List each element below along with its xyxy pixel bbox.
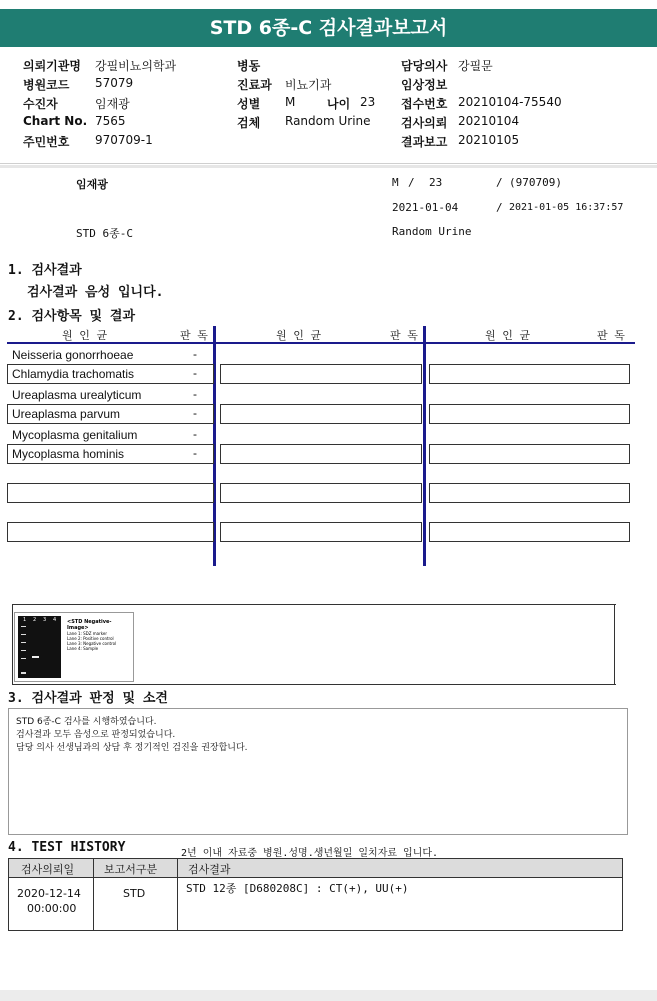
summary-slash-3: /	[496, 201, 503, 214]
table-row	[7, 385, 214, 405]
gel-frame-top	[12, 604, 616, 605]
pathogen-name: Chlamydia trachomatis	[12, 367, 135, 381]
col-header-pathogen-1: 원 인 균	[62, 329, 108, 342]
col-header-result-2: 판 독	[390, 329, 418, 342]
table-row-empty	[7, 483, 214, 503]
header-row-hospital-code	[23, 76, 233, 95]
dept-label: 진료과	[237, 78, 272, 92]
summary-slash-2: /	[496, 176, 503, 189]
table-row-empty	[220, 522, 422, 542]
gel-legend-item: Lane 3: Negative control	[67, 641, 117, 646]
header-row-ward	[237, 57, 397, 76]
doctor-value: 강필문	[458, 59, 493, 73]
section3-heading: 3. 검사결과 판정 및 소견	[8, 691, 168, 706]
gel-band	[21, 650, 26, 651]
section1-heading: 1. 검사결과	[8, 263, 82, 278]
header-row-patient	[23, 95, 233, 114]
resident-no-label: 주민번호	[23, 135, 70, 149]
report-title: STD 6종-C 검사결과보고서	[0, 9, 657, 47]
gel-frame-left	[12, 604, 13, 685]
chart-no-label: Chart No.	[23, 114, 88, 128]
comment-line: 담당 의사 선생님과의 상담 후 정기적인 검진을 권장합니다.	[16, 743, 248, 753]
specimen-value: Random Urine	[285, 114, 371, 128]
sex-label: 성별	[237, 97, 261, 111]
gel-frame-bottom	[12, 684, 616, 685]
summary-name: 임재광	[76, 178, 108, 191]
page-footer-band	[0, 990, 657, 1001]
gel-band	[21, 642, 26, 643]
header-row-resident-no	[23, 133, 233, 152]
hospital-code-label: 병원코드	[23, 78, 70, 92]
header-row-clinical-info	[401, 76, 631, 95]
history-col-divider	[93, 859, 94, 930]
history-time: 00:00:00	[27, 902, 77, 915]
lane-label: 3	[43, 617, 47, 623]
pathogen-result: -	[193, 347, 197, 361]
header-row-doctor	[401, 57, 631, 76]
institution-label: 의뢰기관명	[23, 59, 81, 73]
report-date-label: 결과보고	[401, 135, 448, 149]
col-header-result-3: 판 독	[597, 329, 625, 342]
col-header-pathogen-3: 원 인 균	[485, 329, 531, 342]
history-col-type: 보고서구분	[104, 863, 158, 876]
request-date-label: 검사의뢰	[401, 116, 448, 130]
request-date-value: 20210104	[458, 114, 520, 128]
receipt-no-label: 접수번호	[401, 97, 448, 111]
table-row	[7, 444, 214, 464]
gel-band	[21, 672, 26, 674]
header-row-sex	[237, 95, 397, 114]
gel-legend-item: Lane 4: Sample	[67, 646, 99, 651]
report-date-value: 20210105	[458, 133, 520, 147]
pathogen-name: Neisseria gonorrhoeae	[12, 348, 134, 362]
table-row-empty	[220, 364, 422, 384]
age-value: 23	[360, 95, 376, 109]
pathogen-result: -	[193, 446, 197, 460]
dept-value: 비뇨기과	[285, 78, 332, 92]
summary-slash-1: /	[408, 176, 415, 189]
header-row-chart	[23, 114, 233, 133]
col-header-result-1: 판 독	[180, 329, 208, 342]
summary-age: 23	[429, 176, 443, 189]
pathogen-result: -	[193, 387, 197, 401]
table-row-empty	[429, 483, 630, 503]
pathogen-result: -	[193, 406, 197, 420]
table-row-empty	[220, 444, 422, 464]
header-row-dept	[237, 76, 397, 95]
header-divider	[0, 165, 657, 168]
chart-no-value: 7565	[95, 114, 126, 128]
summary-date-request: 2021-01-04	[392, 201, 459, 214]
history-table	[8, 858, 623, 931]
clinical-info-label: 임상정보	[401, 78, 448, 92]
ward-label: 병동	[237, 59, 261, 73]
lane-label: 4	[53, 617, 57, 623]
header-row-report-date	[401, 133, 631, 152]
history-header-row	[9, 859, 622, 878]
history-type: STD	[123, 887, 146, 900]
table-row-empty	[7, 522, 214, 542]
table-row-empty	[220, 483, 422, 503]
header-row-institution	[23, 57, 233, 76]
gel-legend-item: Lane 2: Positive control	[67, 636, 114, 641]
receipt-no-value: 20210104-75540	[458, 95, 562, 109]
table-row	[7, 345, 214, 365]
lane-label: 1	[23, 617, 27, 623]
summary-specimen: Random Urine	[392, 225, 472, 238]
summary-sex: M	[392, 176, 399, 189]
resident-no-value: 970709-1	[95, 133, 153, 147]
pathogen-name: Ureaplasma parvum	[12, 407, 121, 421]
history-col-divider	[177, 859, 178, 930]
comment-line: STD 6종-C 검사를 시행하였습니다.	[16, 717, 157, 727]
col-header-pathogen-2: 원 인 균	[276, 329, 322, 342]
pathogen-name: Mycoplasma genitalium	[12, 428, 138, 442]
table-row-empty	[429, 364, 630, 384]
gel-title: <STD Negative-Image>	[67, 619, 112, 631]
history-date: 2020-12-14	[17, 887, 81, 900]
pathogen-name: Mycoplasma hominis	[12, 447, 125, 461]
hospital-code-value: 57079	[95, 76, 134, 90]
sex-value: M	[285, 95, 296, 109]
section1-result: 검사결과 음성 입니다.	[27, 285, 164, 300]
table-row	[7, 425, 214, 445]
pathogen-name: Ureaplasma urealyticum	[12, 388, 142, 402]
patient-summary	[0, 176, 657, 240]
gel-band	[21, 658, 26, 659]
header-row-specimen	[237, 114, 397, 133]
header-col2	[237, 57, 397, 133]
patient-value: 임재광	[95, 97, 130, 111]
section2-heading: 2. 검사항목 및 결과	[8, 309, 136, 324]
table-row	[7, 404, 214, 424]
header-row-receipt-no	[401, 95, 631, 114]
gel-band	[21, 634, 26, 635]
specimen-label: 검체	[237, 116, 261, 130]
gel-legend-item: Lane 1: SDZ marker	[67, 631, 108, 636]
gel-band	[21, 626, 26, 627]
doctor-label: 담당의사	[401, 59, 448, 73]
comment-line: 검사결과 모두 음성으로 판정되었습니다.	[16, 730, 176, 740]
header-divider-line	[0, 163, 657, 164]
pathogen-result: -	[193, 366, 197, 380]
header-col3	[401, 57, 631, 152]
table-row-empty	[220, 404, 422, 424]
gel-lanes-image	[18, 616, 61, 678]
summary-date-report: 2021-01-05 16:37:57	[509, 202, 624, 213]
history-result: STD 12종 [D680208C] : CT(+), UU(+)	[186, 882, 409, 895]
gel-band	[32, 656, 39, 658]
history-note: 2년 이내 자료중 병원.성명.생년월일 일치자료 입니다.	[181, 848, 439, 859]
history-col-result: 검사결과	[188, 863, 231, 876]
institution-value: 강필비뇨의학과	[95, 59, 177, 73]
header-col1	[23, 57, 233, 152]
patient-label: 수진자	[23, 97, 58, 111]
history-col-date: 검사의뢰일	[21, 863, 75, 876]
gel-frame-right	[614, 604, 615, 685]
lane-label: 2	[33, 617, 37, 623]
table-column-divider-2	[423, 326, 426, 566]
table-row-empty	[429, 444, 630, 464]
table-row-empty	[429, 522, 630, 542]
table-row	[7, 364, 214, 384]
gel-image	[14, 612, 134, 682]
table-row-empty	[429, 404, 630, 424]
summary-test: STD 6종-C	[76, 227, 133, 240]
section4-heading: 4. TEST HISTORY	[8, 840, 126, 855]
summary-id: (970709)	[509, 176, 562, 189]
pathogen-result: -	[193, 427, 197, 441]
header-row-request-date	[401, 114, 631, 133]
comment-box	[8, 708, 628, 835]
age-label: 나이	[327, 97, 351, 111]
